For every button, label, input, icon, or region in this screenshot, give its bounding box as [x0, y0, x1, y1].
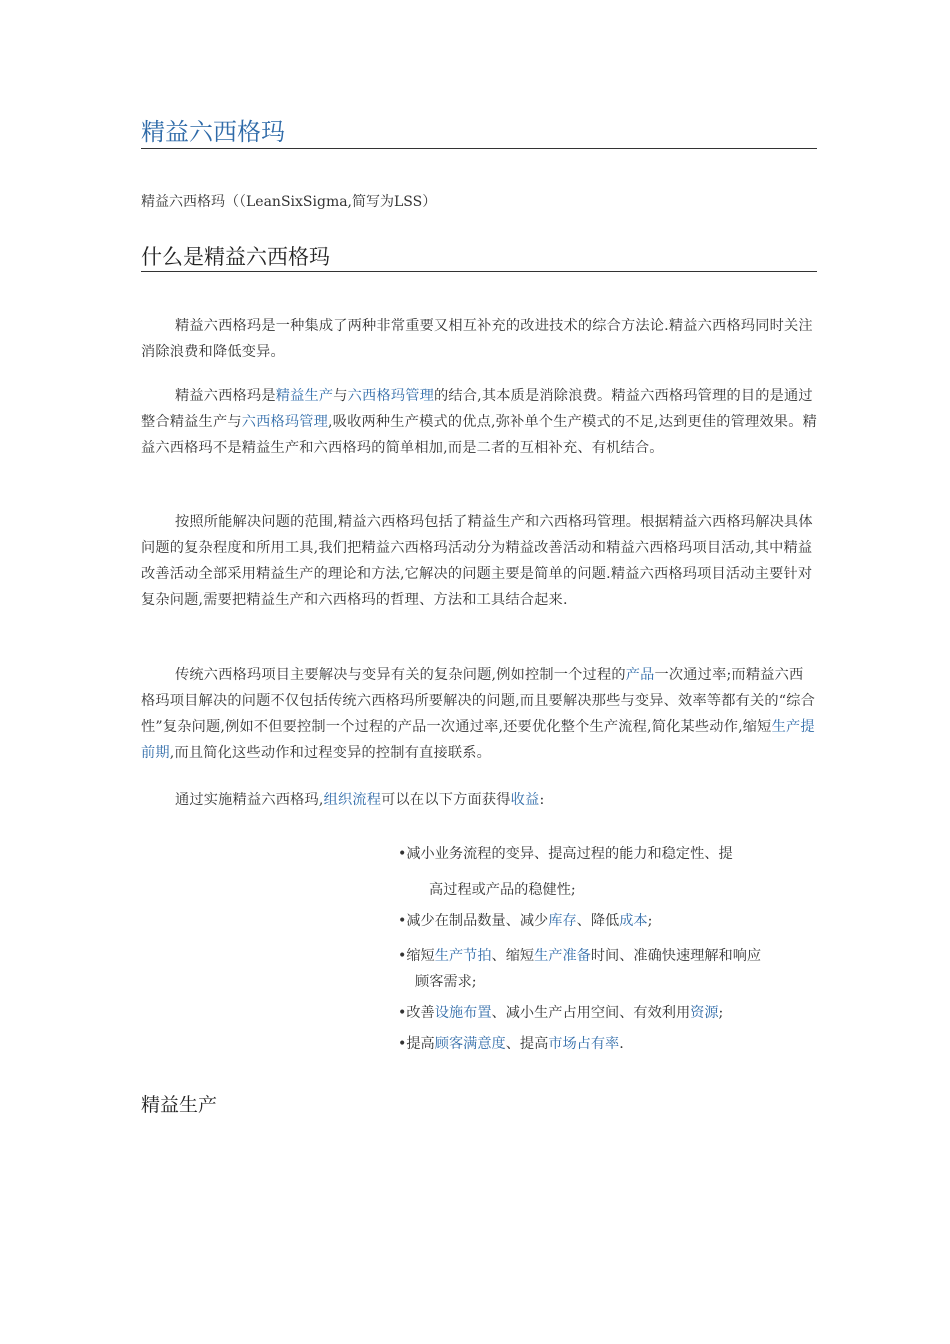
paragraph-5-text-2: 可以在以下方面获得 — [381, 792, 511, 808]
paragraph-4 — [141, 662, 817, 766]
link-takt-time[interactable]: 生产节拍 — [434, 948, 492, 964]
list-item-text: 、提高 — [505, 1036, 549, 1052]
link-customer-satisfaction[interactable]: 顾客满意度 — [434, 1036, 506, 1052]
link-lean-production[interactable]: 精益生产 — [275, 388, 334, 404]
paragraph-1: 精益六西格玛是一种集成了两种非常重要又相互补充的改进技术的综合方法论.精益六西格玛同时关注消除浪费和降低变异。 — [141, 318, 813, 360]
link-six-sigma-management-2[interactable]: 六西格玛管理 — [241, 414, 329, 430]
section-heading-lean-production: 精益生产 — [141, 1094, 218, 1116]
link-cost[interactable]: 成本 — [619, 913, 648, 929]
link-production-lead-time[interactable]: 生产提前期 — [141, 719, 815, 761]
paragraph-2-text-4: ,吸收两种生产模式的优点,弥补单个生产模式的不足,达到更佳的管理效果。精益六西格玛不是精益生产和六西格玛的简单相加,而是二者的互相补充、有机结合。 — [141, 414, 817, 456]
list-item — [398, 1032, 624, 1056]
link-facility-layout[interactable]: 设施布置 — [434, 1005, 492, 1021]
list-item — [398, 944, 761, 968]
link-resources[interactable]: 资源 — [690, 1005, 719, 1021]
paragraph-4-text-3: ,而且简化这些动作和过程变异的控制有直接联系。 — [169, 745, 492, 761]
page-title: 精益六西格玛 — [141, 116, 817, 149]
list-item-text: •改善 — [398, 1005, 435, 1021]
paragraph-2-text-3: 的结合,其本质是消除浪费。精益六西格玛管理的目的是通过整合精益生产与 — [141, 388, 813, 430]
list-item-text: ; — [718, 1005, 724, 1021]
list-item-text: ; — [647, 913, 653, 929]
paragraph-2-text-2: 与 — [333, 388, 348, 404]
paragraph-5 — [141, 787, 817, 813]
list-item-continuation: 顾客需求; — [415, 974, 477, 990]
paragraph-5-text-1: 通过实施精益六西格玛, — [175, 792, 324, 808]
list-item — [398, 1001, 723, 1025]
list-item-text: . — [619, 1036, 624, 1052]
list-item-text: 、缩短 — [491, 948, 535, 964]
list-item-text: 、减小生产占用空间、有效利用 — [491, 1005, 691, 1021]
link-benefits[interactable]: 收益 — [510, 792, 540, 808]
link-product[interactable]: 产品 — [625, 667, 655, 683]
link-organization-process[interactable]: 组织流程 — [323, 792, 382, 808]
list-item — [398, 909, 652, 933]
paragraph-5-text-3: : — [539, 792, 545, 808]
paragraph-4-text-2: 一次通过率;而精益六西格玛项目解决的问题不仅包括传统六西格玛所要解决的问题,而且要解决那些与变异、效率等都有关的“综合性”复杂问题,例如不但要控制一个过程的产品一次通过率,还要优化整个生产流程,简化某些动作,缩短 — [141, 667, 815, 735]
page-subtitle: 精益六西格玛（（LeanSixSigma,简写为LSS） — [141, 194, 437, 210]
paragraph-2 — [141, 383, 817, 461]
paragraph-3: 按照所能解决问题的范围,精益六西格玛包括了精益生产和六西格玛管理。根据精益六西格玛解决具体问题的复杂程度和所用工具,我们把精益六西格玛活动分为精益改善活动和精益六西格玛项目活动,其中精益改善活动全部采用精益生产的理论和方法,它解决的问题主要是简单的问题.精益六西格玛项目活动主要针对复杂问题,需要把精益生产和六西格玛的哲理、方法和工具结合起来. — [141, 514, 813, 608]
link-inventory[interactable]: 库存 — [548, 913, 577, 929]
paragraph-4-text-1: 传统六西格玛项目主要解决与变异有关的复杂问题,例如控制一个过程的 — [175, 667, 626, 683]
link-six-sigma-management[interactable]: 六西格玛管理 — [347, 388, 434, 404]
list-item-text: •减少在制品数量、减少 — [398, 913, 549, 929]
list-item-continuation: 高过程或产品的稳健性; — [429, 882, 576, 898]
list-item-text: 时间、准确快速理解和响应 — [590, 948, 762, 964]
link-setup[interactable]: 生产准备 — [534, 948, 591, 964]
link-market-share[interactable]: 市场占有率 — [548, 1036, 620, 1052]
list-item: •减小业务流程的变异、提高过程的能力和稳定性、提 — [398, 846, 733, 862]
list-item-text: 、降低 — [576, 913, 620, 929]
section-heading-what-is: 什么是精益六西格玛 — [141, 243, 817, 272]
list-item-text: •提高 — [398, 1036, 435, 1052]
list-item-text: •缩短 — [398, 948, 435, 964]
paragraph-2-text-1: 精益六西格玛是 — [175, 388, 276, 404]
